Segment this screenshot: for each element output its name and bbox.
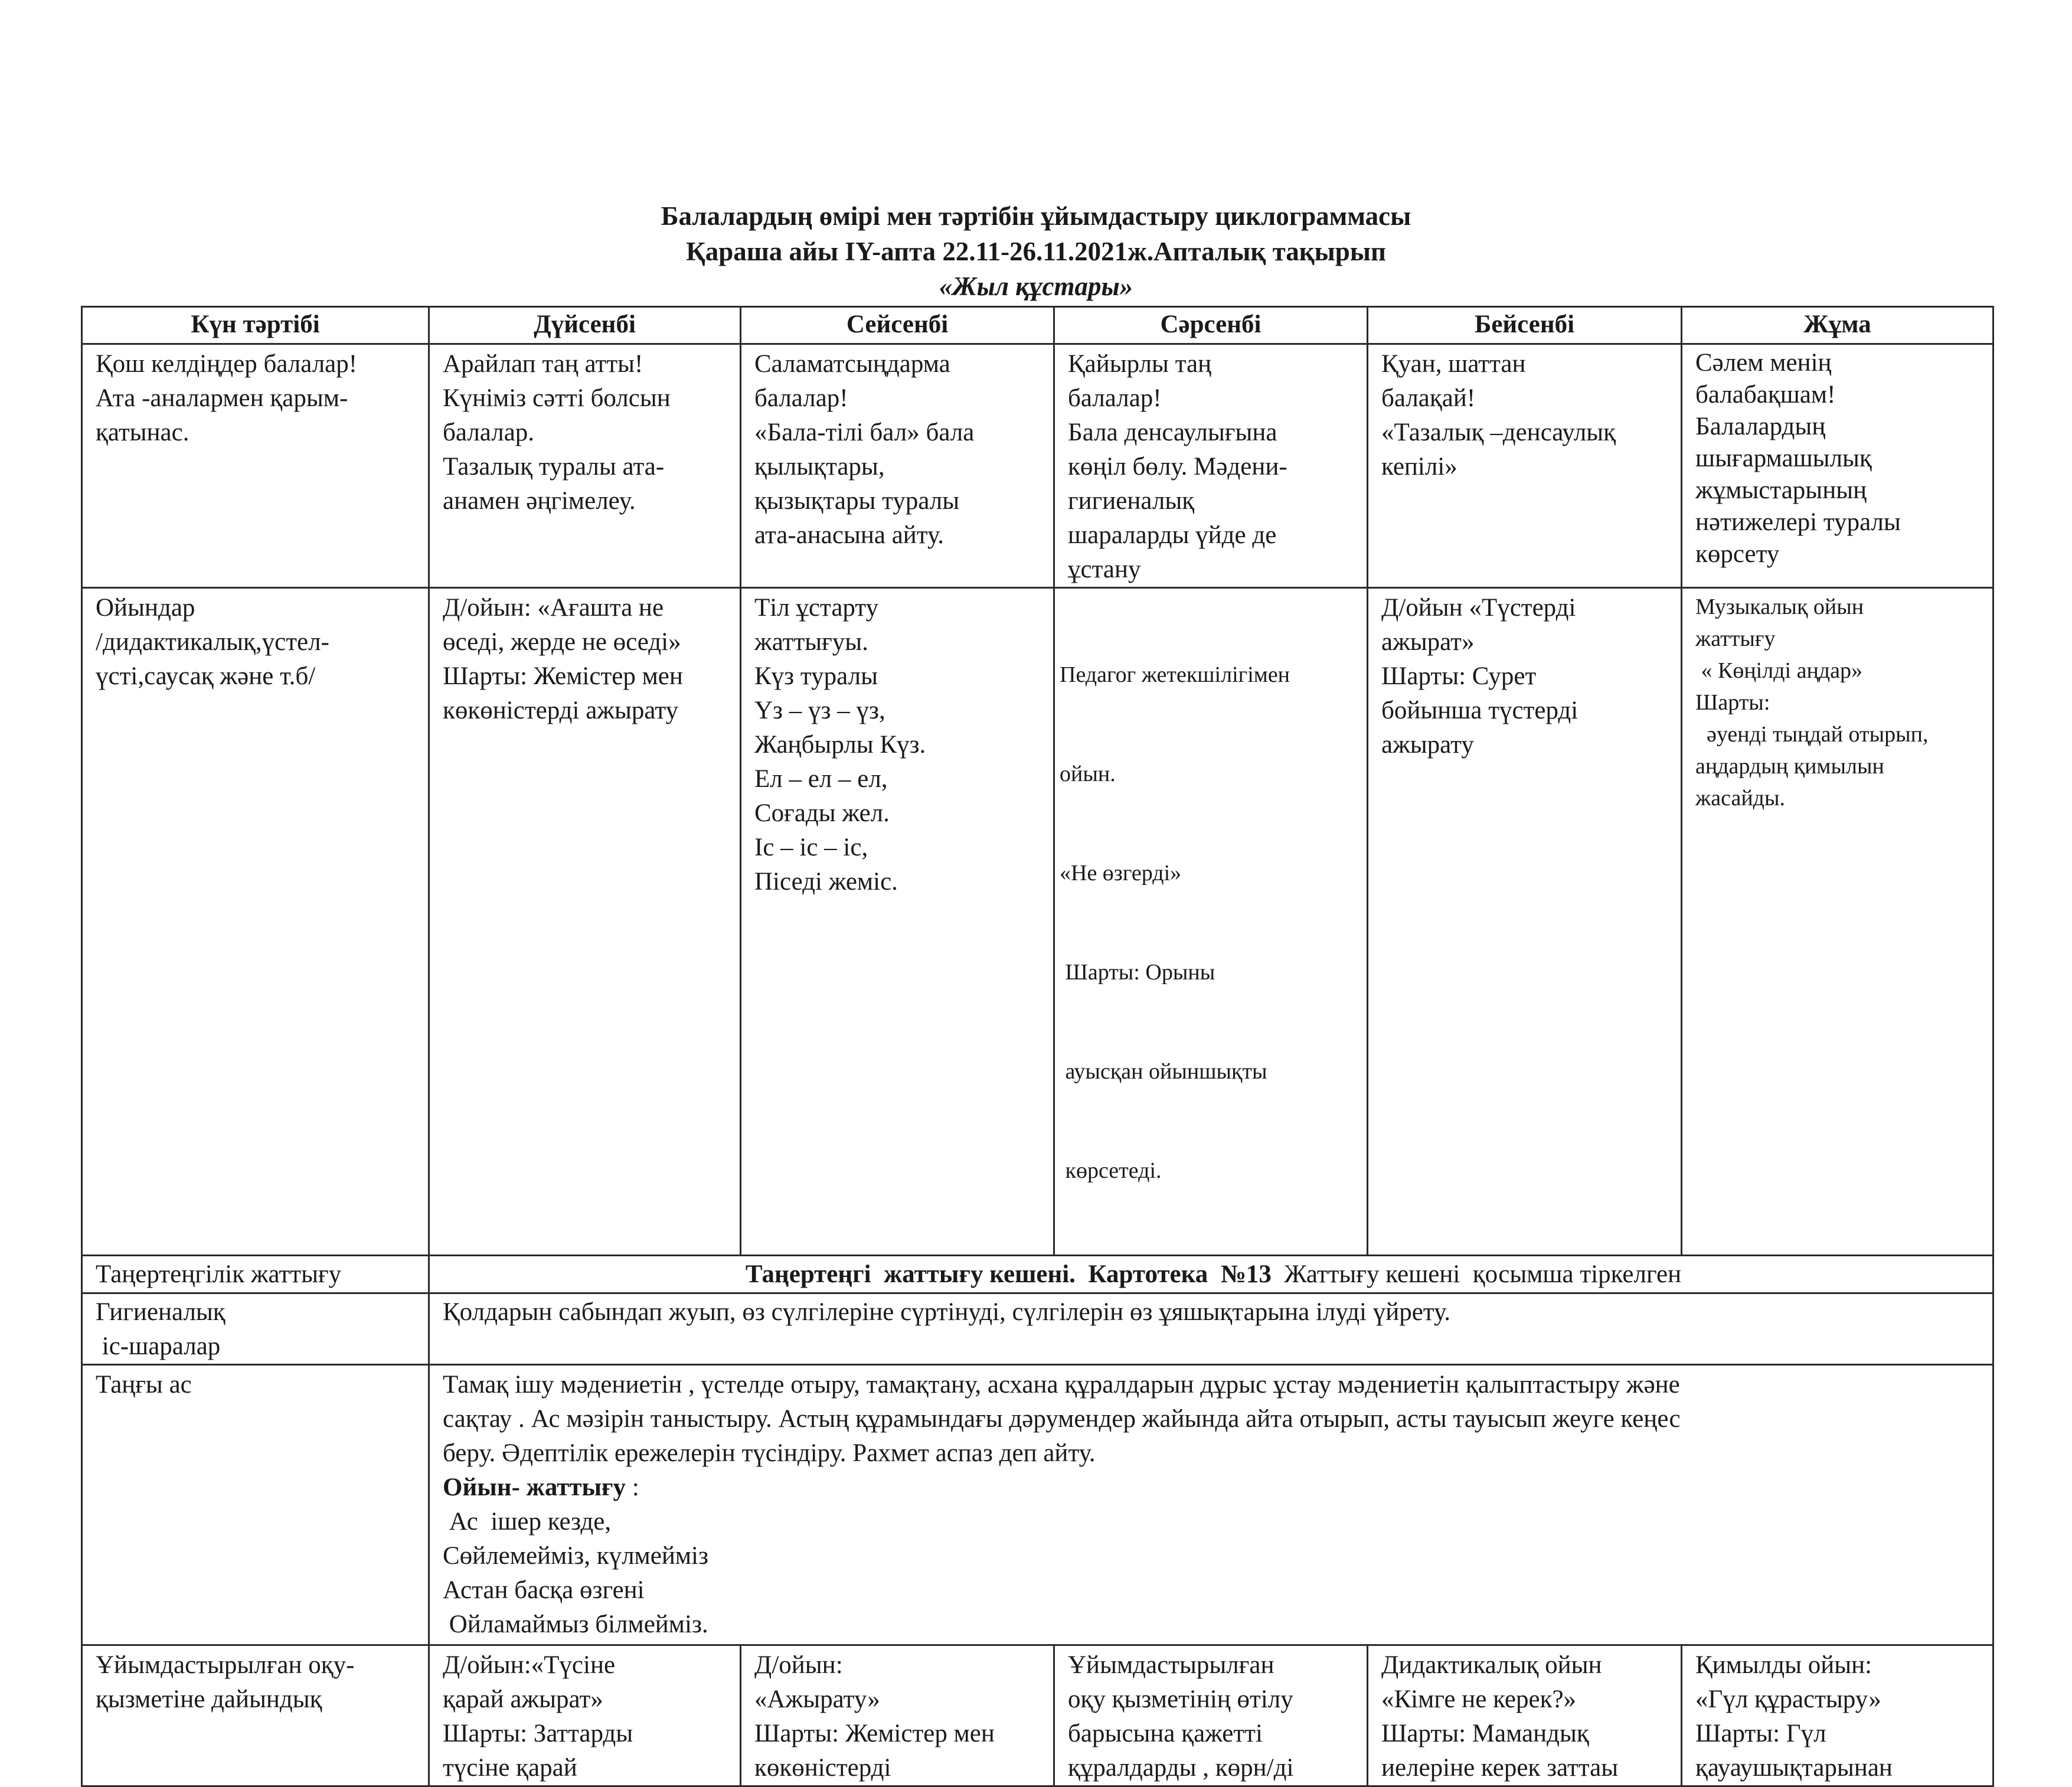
greeting-monday: Арайлап таң атты! Күніміз сәтті болсын балалар. Тазалық туралы ата- анамен әңгімелеу.	[429, 344, 741, 588]
row-label-greeting: Қош келдіңдер балалар! Ата -аналармен қарым- қатынас.	[82, 344, 429, 588]
greeting-friday: Сәлем менің балабақшам! Балалардың шығармашылық жұмыстарының нәтижелері туралы көрсету	[1682, 344, 1993, 588]
greeting-tuesday: Саламатсыңдарма балалар! «Бала-тілі бал» бала қылықтары, қызықтары туралы ата-анасына айту.	[741, 344, 1054, 588]
row-label-breakfast: Таңғы ас	[82, 1365, 429, 1645]
row-label-hygiene: Гигиеналық іс-шаралар	[82, 1293, 429, 1365]
header-friday: Жұма	[1682, 307, 1993, 344]
greeting-thursday: Қуан, шаттан балақай! «Тазалық –денсаулық кепілі»	[1368, 344, 1682, 588]
exercise-note: Жаттығу кешені қосымша тіркелген	[1271, 1260, 1682, 1288]
lesson-prep-row	[82, 1645, 1993, 1786]
hygiene-row	[82, 1293, 1993, 1365]
breakfast-row	[82, 1365, 1993, 1645]
prep-wednesday: Ұйымдастырылған оқу қызметінің өтілу барысына қажетті құралдарды , көрн/ді	[1054, 1645, 1368, 1786]
document-subtitle: Қараша айы IY-апта 22.11-26.11.2021ж.Апталық тақырып	[686, 237, 1386, 266]
exercise-content	[429, 1256, 1993, 1293]
header-day-routine: Күн тәртібі	[82, 307, 429, 344]
prep-thursday: Дидактикалық ойын «Кімге не керек?» Шарты: Мамандық иелеріне керек заттаы	[1368, 1645, 1682, 1786]
schedule-table	[81, 306, 1994, 1787]
header-row	[82, 307, 1993, 344]
document-title: Балалардың өмірі мен тәртібін ұйымдастыру циклограммасы	[661, 201, 1411, 231]
row-label-games: Ойындар /дидактикалық,үстел- үсті,саусақ және т.б/	[82, 588, 429, 1256]
header-monday: Дүйсенбі	[429, 307, 741, 344]
header-thursday: Бейсенбі	[1368, 307, 1682, 344]
greeting-row	[82, 344, 1993, 588]
games-monday: Д/ойын: «Ағашта не өседі, жерде не өседі» Шарты: Жемістер мен көкөністерді ажырату	[429, 588, 741, 1256]
row-label-exercise: Таңертеңгілік жаттығу	[82, 1256, 429, 1293]
games-row	[82, 588, 1993, 1256]
prep-monday: Д/ойын:«Түсіне қарай ажырат» Шарты: Заттарды түсіне қарай	[429, 1645, 741, 1786]
greeting-wednesday: Қайырлы таң балалар! Бала денсаулығына көңіл бөлу. Мәдени- гигиеналық шараларды үйде де ұстану	[1054, 344, 1368, 588]
morning-exercise-row	[82, 1256, 1993, 1293]
header-tuesday: Сейсенбі	[741, 307, 1054, 344]
games-wednesday: Педагог жетекшілігімен ойын. «Не өзгерді» Шарты: Орыны ауысқан ойыншықты көрсетеді.	[1054, 588, 1368, 1256]
breakfast-content: Тамақ ішу мәдениетін , үстелде отыру, тамақтану, асхана құралдарын дұрыс ұстау мәдениетін қалыптастыру және сақтау . Ас мәзірін таныстыру. Астың құрамындағы дәрумендер жайында айта отырып, асты тауысып жеуге кеңес беру. Әдептілік ережелерін түсіндіру. Рахмет аспаз деп айту. Ойын- жаттығу : Ас ішер кезде, Сөйлемейміз, күлмейміз Астан басқа өзгені Ойламаймыз білмейміз.	[429, 1365, 1993, 1645]
header-wednesday: Сәрсенбі	[1054, 307, 1368, 344]
prep-friday: Қимылды ойын: «Гүл құрастыру» Шарты: Гүл қауаушықтарынан	[1682, 1645, 1993, 1786]
week-theme: «Жыл құстары»	[939, 272, 1133, 301]
games-tuesday: Тіл ұстарту жаттығуы. Күз туралы Үз – үз – үз, Жаңбырлы Күз. Ел – ел – ел, Соғады жел. Іс – іс – іс, Піседі жеміс.	[741, 588, 1054, 1256]
exercise-title: Таңертеңгі жаттығу кешені. Картотека №13	[745, 1260, 1272, 1288]
games-thursday: Д/ойын «Түстерді ажырат» Шарты: Сурет бойынша түстерді ажырату	[1368, 588, 1682, 1256]
row-label-prep: Ұйымдастырылған оқу- қызметіне дайындық	[82, 1645, 429, 1786]
hygiene-content: Қолдарын сабындап жуып, өз сүлгілеріне сүртінуді, сүлгілерін өз ұяшықтарына ілуді үйрету.	[429, 1293, 1993, 1365]
game-exercise-label: Ойын- жаттығу	[443, 1474, 626, 1501]
prep-tuesday: Д/ойын: «Ажырату» Шарты: Жемістер мен көкөністерді	[741, 1645, 1054, 1786]
games-friday: Музыкалық ойын жаттығу « Көңілді аңдар» Шарты: әуенді тыңдай отырып, аңдардың қимылын жасайды.	[1682, 588, 1993, 1256]
